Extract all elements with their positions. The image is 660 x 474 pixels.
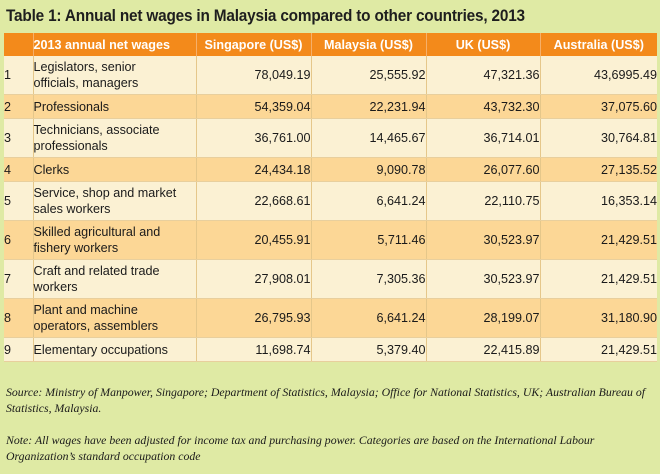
malaysia-wage: 14,465.67 (311, 119, 426, 158)
table-row (4, 338, 657, 362)
table-row (4, 119, 657, 158)
malaysia-wage: 9,090.78 (311, 158, 426, 182)
occupation-category (33, 56, 196, 95)
singapore-wage: 24,434.18 (196, 158, 311, 182)
australia-wage: 31,180.90 (540, 299, 657, 338)
category-line-1: Elementary occupations (33, 342, 168, 357)
singapore-wage: 36,761.00 (196, 119, 311, 158)
category-line-2: workers (33, 280, 78, 294)
category-line-1: Service, shop and market (33, 186, 177, 200)
occupation-category (33, 95, 196, 119)
malaysia-wage: 5,379.40 (311, 338, 426, 362)
uk-wage: 26,077.60 (426, 158, 540, 182)
uk-wage: 30,523.97 (426, 260, 540, 299)
row-number: 3 (4, 119, 33, 158)
table-row (4, 299, 657, 338)
table-row (4, 260, 657, 299)
malaysia-wage: 22,231.94 (311, 95, 426, 119)
occupation-category (33, 158, 196, 182)
footnote: Note: All wages have been adjusted for income tax and purchasing power. Categories are based on the International Labour Organization’s standard occupation code (6, 433, 595, 463)
uk-wage: 22,415.89 (426, 338, 540, 362)
australia-wage: 30,764.81 (540, 119, 657, 158)
australia-wage: 21,429.51 (540, 260, 657, 299)
header-uk: UK (US$) (426, 33, 540, 56)
source-note: Source: Ministry of Manpower, Singapore; Department of Statistics, Malaysia; Office for National Statistics, UK; Australian Bureau of Statistics, Malaysia. (6, 385, 646, 415)
category-line-2: professionals (33, 139, 108, 153)
row-number: 5 (4, 182, 33, 221)
occupation-category (33, 182, 196, 221)
category-line-1: Professionals (33, 99, 110, 114)
header-category: 2013 annual net wages (33, 33, 196, 56)
category-line-2: fishery workers (33, 241, 119, 255)
table-title: Table 1: Annual net wages in Malaysia compared to other countries, 2013 (6, 7, 525, 25)
row-number: 7 (4, 260, 33, 299)
occupation-category (33, 260, 196, 299)
category-line-1: Plant and machine (33, 303, 138, 317)
category-line-1: Clerks (33, 162, 70, 177)
singapore-wage: 11,698.74 (196, 338, 311, 362)
header-singapore: Singapore (US$) (196, 33, 311, 56)
singapore-wage: 78,049.19 (196, 56, 311, 95)
row-number: 4 (4, 158, 33, 182)
wages-table (4, 33, 657, 362)
occupation-category (33, 299, 196, 338)
singapore-wage: 27,908.01 (196, 260, 311, 299)
malaysia-wage: 25,555.92 (311, 56, 426, 95)
header-australia: Australia (US$) (540, 33, 657, 56)
category-line-1: Legislators, senior (33, 60, 136, 74)
row-number: 8 (4, 299, 33, 338)
malaysia-wage: 7,305.36 (311, 260, 426, 299)
row-number: 9 (4, 338, 33, 362)
table-row (4, 95, 657, 119)
category-line-1: Technicians, associate (33, 123, 160, 137)
malaysia-wage: 5,711.46 (311, 221, 426, 260)
category-line-1: Skilled agricultural and (33, 225, 161, 239)
uk-wage: 47,321.36 (426, 56, 540, 95)
uk-wage: 30,523.97 (426, 221, 540, 260)
occupation-category (33, 338, 196, 362)
australia-wage: 27,135.52 (540, 158, 657, 182)
row-number: 1 (4, 56, 33, 95)
malaysia-wage: 6,641.24 (311, 299, 426, 338)
australia-wage: 21,429.51 (540, 338, 657, 362)
singapore-wage: 54,359.04 (196, 95, 311, 119)
category-line-2: operators, assemblers (33, 319, 159, 333)
singapore-wage: 22,668.61 (196, 182, 311, 221)
occupation-category (33, 221, 196, 260)
uk-wage: 22,110.75 (426, 182, 540, 221)
row-number: 2 (4, 95, 33, 119)
table-row (4, 182, 657, 221)
category-line-2: officials, managers (33, 76, 139, 90)
header-num (4, 33, 33, 56)
australia-wage: 43,6995.49 (540, 56, 657, 95)
uk-wage: 43,732.30 (426, 95, 540, 119)
table-row (4, 56, 657, 95)
malaysia-wage: 6,641.24 (311, 182, 426, 221)
table-row (4, 158, 657, 182)
australia-wage: 21,429.51 (540, 221, 657, 260)
australia-wage: 37,075.60 (540, 95, 657, 119)
row-number: 6 (4, 221, 33, 260)
category-line-2: sales workers (33, 202, 111, 216)
uk-wage: 36,714.01 (426, 119, 540, 158)
table-row (4, 221, 657, 260)
australia-wage: 16,353.14 (540, 182, 657, 221)
header-malaysia: Malaysia (US$) (311, 33, 426, 56)
singapore-wage: 20,455.91 (196, 221, 311, 260)
category-line-1: Craft and related trade (33, 264, 160, 278)
occupation-category (33, 119, 196, 158)
uk-wage: 28,199.07 (426, 299, 540, 338)
singapore-wage: 26,795.93 (196, 299, 311, 338)
table-header-row (4, 33, 657, 56)
